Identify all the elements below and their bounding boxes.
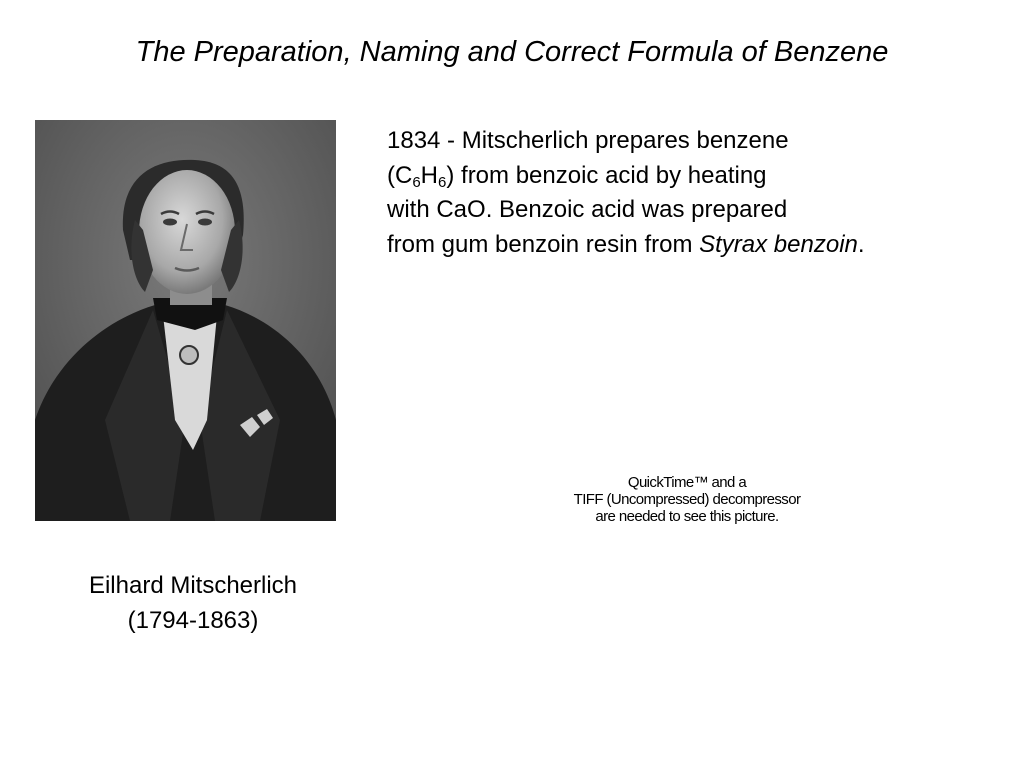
body-line-3: with CaO. Benzoic acid was prepared (387, 196, 788, 223)
formula-open: (C (387, 161, 413, 189)
formula-c-subscript: 6 (412, 173, 421, 191)
formula-h: H (420, 161, 439, 189)
body-line-2 (387, 159, 1007, 194)
species-name: Styrax benzoin (699, 230, 858, 258)
caption-name: Eilhard Mitscherlich (88, 572, 298, 599)
body-line-4-suffix: . (857, 230, 865, 258)
portrait-image (35, 120, 336, 521)
placeholder-line-3: are needed to see this picture. (595, 508, 779, 525)
placeholder-line-1: QuickTime™ and a (627, 474, 747, 491)
body-line-4-prefix: from gum benzoin resin from (387, 230, 700, 258)
body-line-2-rest: ) from benzoic acid by heating (446, 161, 767, 189)
placeholder-line-2: TIFF (Uncompressed) decompressor (573, 491, 801, 508)
missing-image-placeholder (520, 474, 854, 525)
portrait-caption (43, 568, 343, 638)
portrait-engraving-icon (35, 120, 336, 521)
body-line-1: 1834 - Mitscherlich prepares benzene (387, 127, 789, 154)
body-text (387, 124, 1007, 262)
caption-dates: (1794-1863) (127, 607, 259, 634)
slide-title: The Preparation, Naming and Correct Formula of Benzene (135, 36, 889, 68)
formula-h-subscript: 6 (438, 173, 447, 191)
body-line-4 (387, 228, 1007, 263)
